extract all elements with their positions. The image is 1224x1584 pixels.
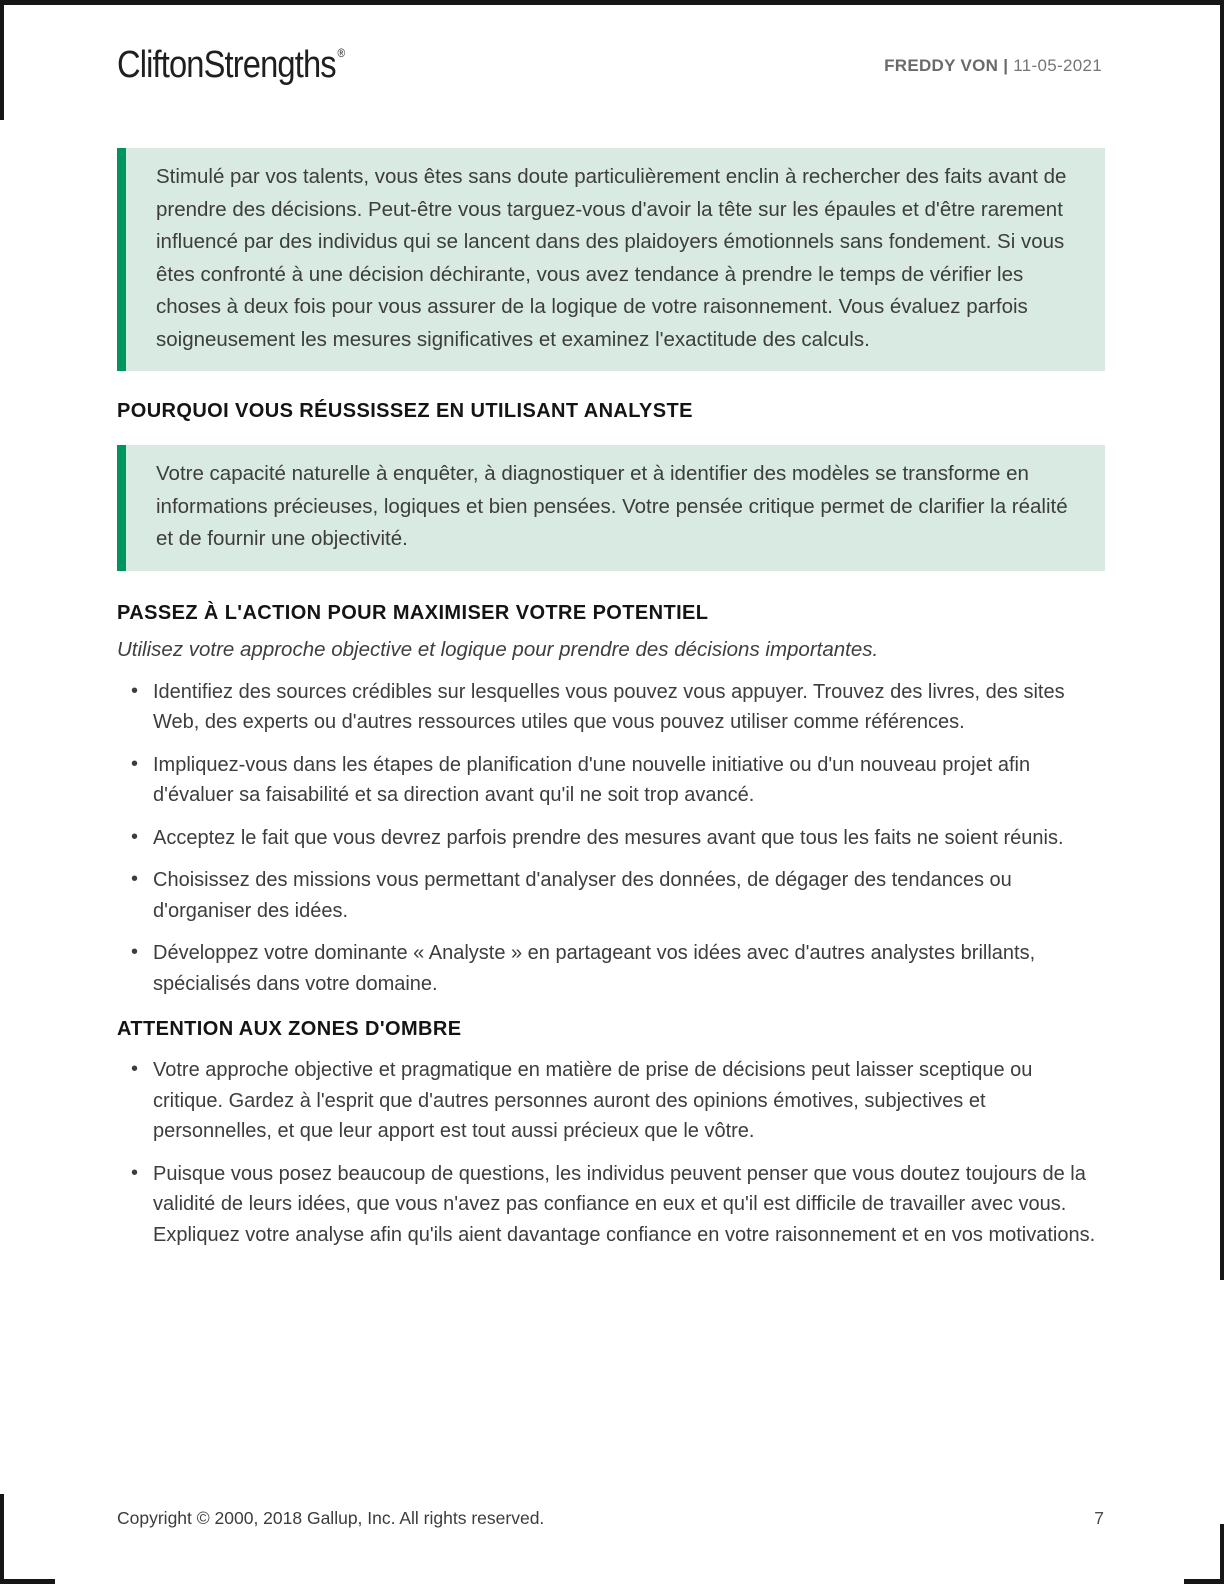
page-edge-artifact-top xyxy=(0,0,1224,5)
report-date: 11-05-2021 xyxy=(1013,56,1102,75)
list-item xyxy=(117,677,1105,738)
bullet-icon: • xyxy=(131,1058,139,1080)
list-item-text: Développez votre dominante « Analyste » en partageant vos idées avec d'autres analystes brillants, spécialisés dans votre domaine. xyxy=(153,942,1036,995)
bullet-icon: • xyxy=(131,1161,139,1184)
page-header xyxy=(117,46,1102,84)
bullet-icon: • xyxy=(131,679,139,702)
page-edge-artifact-bottom-left xyxy=(0,1579,55,1584)
page-edge-artifact-right xyxy=(1220,0,1224,1280)
cliftonstrengths-logo xyxy=(117,46,345,84)
list-item xyxy=(117,750,1105,811)
page-number: 7 xyxy=(1094,1508,1104,1528)
list-item xyxy=(117,1159,1105,1251)
bullet-icon: • xyxy=(131,752,139,775)
list-item-text: Acceptez le fait que vous devrez parfois prendre des mesures avant que tous les faits ne soient réunis. xyxy=(153,826,1064,849)
list-item xyxy=(117,1055,1105,1147)
why-you-succeed-text: Votre capacité naturelle à enquêter, à diagnostiquer et à identifier des modèles se transforme en informations précieuses, logiques et bien pensées. Votre pensée critique permet de clarifier la réalité et de fournir une objectivité. xyxy=(156,462,1068,550)
section-heading-blind-spots: ATTENTION AUX ZONES D'OMBRE xyxy=(117,1018,462,1040)
page-edge-artifact-bottom-right xyxy=(1184,1579,1224,1584)
list-item xyxy=(117,865,1105,926)
why-you-succeed-callout xyxy=(117,445,1105,571)
blind-spots-list xyxy=(117,1055,1105,1250)
talent-insight-callout xyxy=(117,148,1105,371)
bullet-icon: • xyxy=(131,868,139,890)
list-item-text: Choisissez des missions vous permettant d'analyser des données, de dégager des tendances ou d'organiser des idées. xyxy=(153,869,1012,922)
list-item xyxy=(117,823,1105,854)
talent-insight-text: Stimulé par vos talents, vous êtes sans doute particulièrement enclin à rechercher des faits avant de prendre des décisions. Peut-être vous targuez-vous d'avoir la tête sur les épaules et d'être rarement influencé par des individus qui se lancent dans des plaidoyers émotionnels sans fondement. Si vous êtes confronté à une décision déchirante, vous avez tendance à prendre le temps de vérifier les choses à deux fois pour vous assurer de la logique de votre raisonnement. Vous évaluez parfois soigneusement les mesures significatives et examinez l'exactitude des calculs. xyxy=(156,165,1067,351)
list-item-text: Votre approche objective et pragmatique en matière de prise de décisions peut laisser sceptique ou critique. Gardez à l'esprit que d'autres personnes auront des opinions émotives, subjectives et personnelles, et que leur apport est tout aussi précieux que le vôtre. xyxy=(153,1059,1033,1142)
page-footer xyxy=(117,1508,1104,1529)
registered-trademark-mark: ® xyxy=(337,46,346,60)
report-body xyxy=(117,148,1105,1262)
list-item-text: Impliquez-vous dans les étapes de planification d'une nouvelle initiative ou d'un nouveau projet afin d'évaluer sa faisabilité et sa direction avant qu'il ne soit trop avancé. xyxy=(153,753,1031,806)
page-edge-artifact-bottom-left xyxy=(0,1494,4,1584)
list-item xyxy=(117,938,1105,999)
report-owner-and-date xyxy=(884,56,1102,76)
section-heading-take-action: PASSEZ À L'ACTION POUR MAXIMISER VOTRE POTENTIEL xyxy=(117,601,709,624)
bullet-icon: • xyxy=(131,825,139,848)
page-edge-artifact-left xyxy=(0,0,4,120)
brand-name: CliftonStrengths xyxy=(117,44,336,86)
section-heading-why-you-succeed: POURQUOI VOUS RÉUSSISSEZ EN UTILISANT ANALYSTE xyxy=(117,400,693,422)
list-item-text: Puisque vous posez beaucoup de questions, les individus peuvent penser que vous doutez toujours de la validité de leurs idées, que vous n'avez pas confiance en eux et qu'il est difficile de travailler avec vous. Expliquez votre analyse afin qu'ils aient davantage confiance en votre raisonnement et en vos motivations. xyxy=(153,1162,1096,1246)
copyright-notice: Copyright © 2000, 2018 Gallup, Inc. All rights reserved. xyxy=(117,1508,545,1528)
person-name: FREDDY VON | xyxy=(884,56,1009,75)
list-item-text: Identifiez des sources crédibles sur lesquelles vous pouvez vous appuyer. Trouvez des livres, des sites Web, des experts ou d'autres ressources utiles que vous pouvez utiliser comme références. xyxy=(153,680,1065,733)
take-action-lead: Utilisez votre approche objective et logique pour prendre des décisions importantes. xyxy=(117,637,879,661)
page-edge-artifact-bottom-right xyxy=(1220,1524,1224,1584)
take-action-list xyxy=(117,677,1105,1000)
bullet-icon: • xyxy=(131,941,139,963)
